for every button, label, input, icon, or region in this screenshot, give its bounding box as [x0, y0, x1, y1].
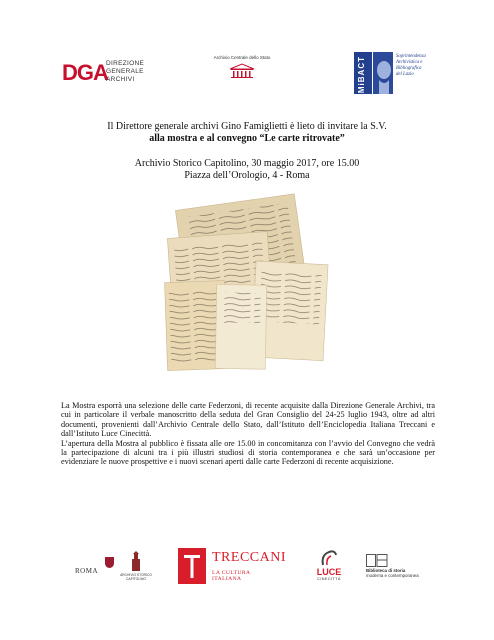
bsmc-mark-icon [366, 554, 388, 567]
luce-title: LUCE [316, 567, 342, 577]
treccani-title: TRECCANI [212, 550, 286, 565]
bsmc-logo [366, 554, 442, 584]
mibac-head-icon [373, 52, 393, 94]
dga-line: DIREZIONE [106, 60, 145, 67]
mibac-line: Soprintendenza [396, 54, 426, 59]
dga-logo-text [106, 60, 144, 84]
roma-logo-label: ROMA [75, 567, 99, 575]
mibac-logo-box [354, 52, 372, 94]
mibac-logo-abbr: MiBACT [357, 56, 366, 94]
bsmc-line: Biblioteca di storia [366, 568, 406, 573]
body-paragraph: L’apertura della Mostra al pubblico è fissata alle ore 15.00 in concomitanza con l’avvio del Convegno che vedrà la partecipazione di alcuni tra i più illustri studiosi di storia contemporanea e che sarà un’occasione per evidenziare le nuove prospettive e i nuovi scenari aperti dalle carte Federzoni di recente acquisizione. [61, 438, 435, 467]
mibac-logo [354, 52, 444, 96]
asc-line: CAPITOLINO [126, 577, 146, 581]
dga-logo-abbr: DGA [62, 60, 108, 85]
dga-line: GENERALE [106, 68, 144, 75]
manuscripts-photo [162, 193, 332, 373]
roma-logo [75, 560, 98, 578]
body-paragraph: La Mostra esporrà una selezione delle carte Federzoni, di recente acquisite dalla Direzione Generale Archivi, tra cui in particolare il verbale manoscritto della seduta del Gran Consiglio del 24-25 luglio 1943, oltre ad altri documenti, provenienti dall’Archivio Centrale dello Stato, dall’Istituto dell’Enciclopedia Italiana Treccani e dall’Istituto Luce Cinecittà. [61, 401, 435, 439]
mibac-line: del Lazio [396, 72, 414, 77]
invitation-line: Il Direttore generale archivi Gino Famiglietti è lieto di invitare la S.V. [107, 121, 387, 132]
dga-line: ARCHIVI [106, 76, 135, 83]
invitation-place-date: Archivio Storico Capitolino, 30 maggio 2017, ore 15.00 [134, 158, 360, 169]
dga-logo [62, 54, 152, 94]
mibac-line: Bibliografica [396, 66, 422, 71]
luce-logo [308, 549, 350, 585]
capitolino-tower-icon [130, 551, 142, 573]
mibac-logo-text [396, 54, 446, 78]
acs-logo-label: Archivio Centrale dello Stato [213, 55, 271, 60]
luce-subtitle: CINECITTÀ [317, 577, 341, 581]
bsmc-line: moderna e contemporanea [366, 573, 419, 579]
roma-shield-icon [105, 557, 114, 568]
body-text [61, 401, 435, 467]
luce-swirl-icon [319, 549, 339, 567]
treccani-subtitle: LA CULTURA ITALIANA [212, 570, 251, 582]
asc-line: ARCHIVIO STORICO [120, 573, 152, 577]
treccani-logo [178, 548, 286, 584]
archivio-storico-capitolino-logo [118, 551, 154, 581]
mibac-line: Archivistica e [396, 60, 423, 65]
treccani-mark-icon [178, 548, 206, 584]
acs-logo [206, 55, 278, 85]
asc-logo-text [118, 573, 154, 581]
acs-building-icon [228, 63, 256, 79]
invitation-title: alla mostra e al convegno “Le carte ritrovate” [149, 133, 345, 144]
bsmc-logo-text [366, 568, 442, 579]
invitation-address: Piazza dell’Orologio, 4 - Roma [184, 170, 310, 181]
